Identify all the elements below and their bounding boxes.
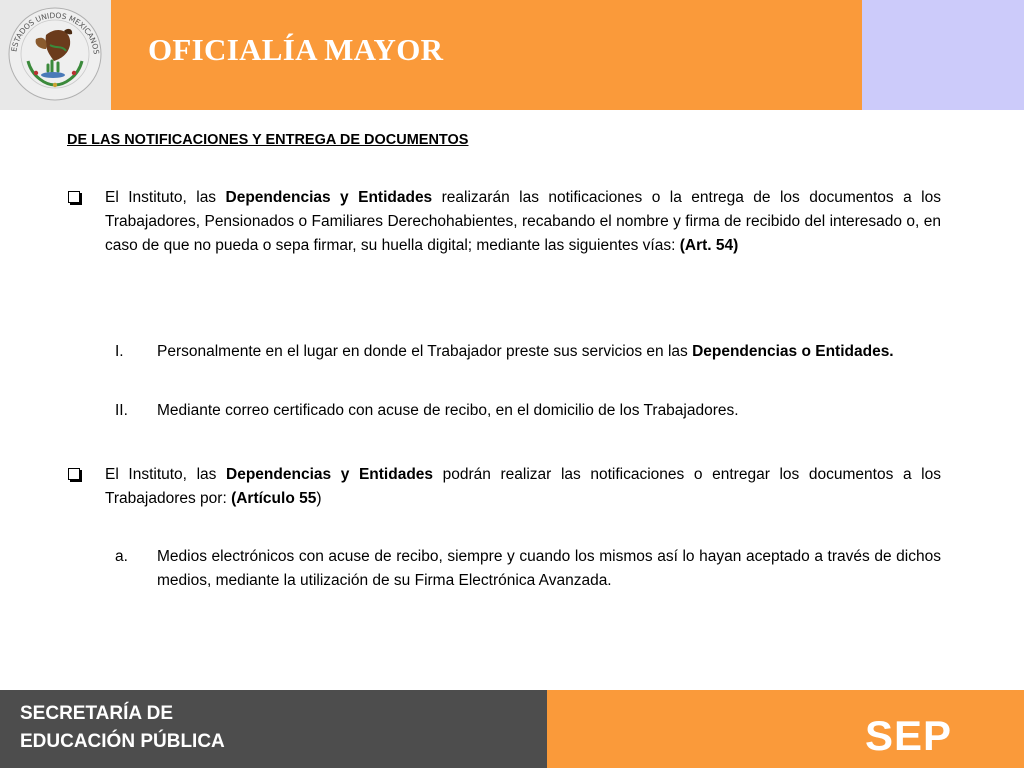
list-item-i (115, 340, 941, 364)
bullet-item-art-54 (105, 186, 941, 258)
footer-brand-block (547, 690, 1024, 768)
list-marker: I. (115, 343, 124, 360)
list-item-ii (115, 399, 941, 423)
bullet1-post: realizarán las notificaciones o la entrega de los documentos a los Trabajadores, Pensionados o Familiares Derechohabientes, recabando el nombre y firma de recibido del interesado o, en caso de que no pueda o sepa firmar, su huella digital; mediante las siguientes vías: (105, 189, 941, 254)
accent-band (862, 0, 1024, 110)
sub3-text: Medios electrónicos con acuse de recibo, siempre y cuando los mismos así lo hayan aceptado a través de dichos medios, mediante la utilización de su Firma Electrónica Avanzada. (157, 548, 941, 589)
bullet2-pre: El Instituto, las (105, 466, 227, 483)
footer-line-1: SECRETARÍA DE (20, 703, 174, 724)
bullet-item-art-55 (105, 463, 941, 511)
title-band (111, 0, 862, 110)
slide-header (0, 0, 1024, 110)
bullet1-pre: El Instituto, las (105, 189, 226, 206)
checkbox-bullet-icon (68, 191, 80, 203)
slide-footer (0, 690, 1024, 768)
sub1-bold: Dependencias o Entidades. (692, 343, 894, 360)
footer-ministry-block (0, 690, 547, 768)
page-title: OFICIALÍA MAYOR (148, 32, 444, 67)
bullet1-bold: Dependencias y Entidades (225, 189, 433, 206)
sub2-text: Mediante correo certificado con acuse de recibo, en el domicilio de los Trabajadores. (157, 402, 739, 419)
mexican-coat-of-arms-icon (6, 5, 104, 103)
list-marker: II. (115, 402, 128, 419)
bullet1-ref: (Art. 54) (679, 237, 739, 254)
bullet2-ref-close: ) (316, 490, 322, 507)
slide-body (0, 110, 1024, 690)
bullet2-bold: Dependencias y Entidades (226, 466, 434, 483)
list-item-a (115, 545, 941, 593)
sub1-text: Personalmente en el lugar en donde el Trabajador preste sus servicios en las (157, 343, 693, 360)
seal-lettering: ESTADOS UNIDOS MEXICANOS (9, 10, 101, 55)
bullet2-ref: (Artículo 55 (231, 490, 317, 507)
list-marker: a. (115, 548, 128, 565)
bullet2-post: podrán realizar las notificaciones o entregar los documentos a los Trabajadores por: (105, 466, 941, 507)
checkbox-bullet-icon (68, 468, 80, 480)
sep-logo: SEP (864, 712, 952, 759)
seal-container (0, 0, 111, 110)
section-heading: DE LAS NOTIFICACIONES Y ENTREGA DE DOCUMENTOS (67, 132, 469, 148)
footer-line-2: EDUCACIÓN PÚBLICA (20, 731, 225, 752)
